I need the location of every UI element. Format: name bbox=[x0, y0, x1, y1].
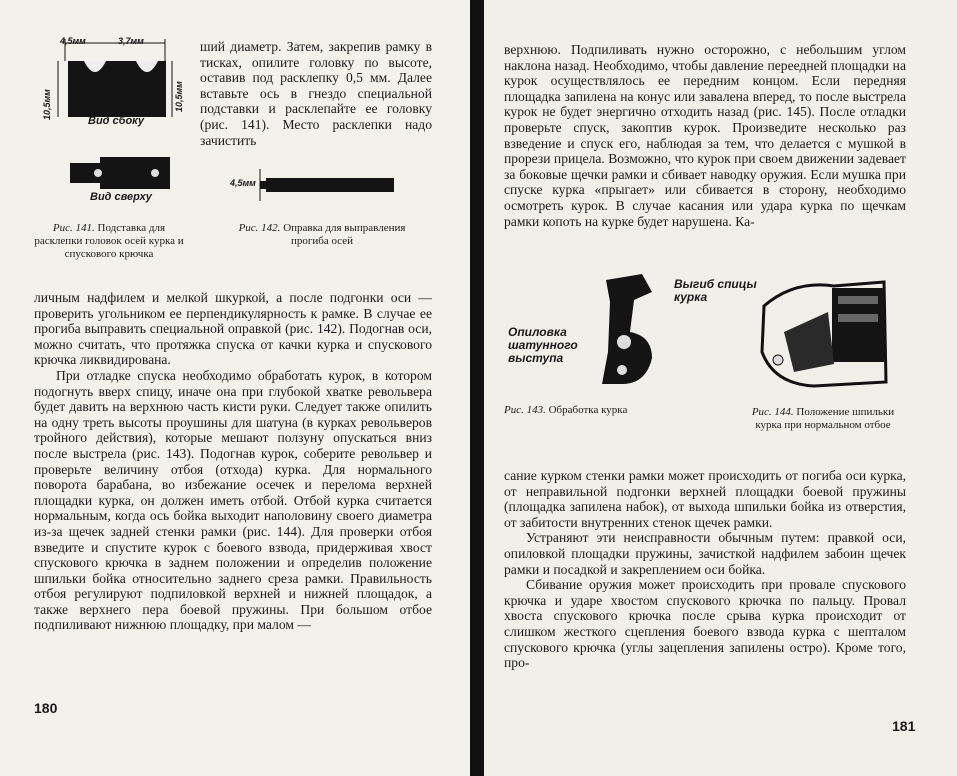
right-top-paragraph: верхнюю. Подпиливать нужно осторожно, с небольшим углом наклона назад. Необходимо, чтобы давление переедней площадки на курок осуществлялось ее передним концом. Если передняя площадка запилена на конус или завалена вперед, то после выстрела курок не будет энергично отходить назад (рис. 145). После отладки проверьте спуск, закоптив курок. Произведите несколько раз взведение и спуск его, наблюдая за тем, что делается с мушкой в прорези прицела. Возможно, что курок при своем движении задевает за боковые щечки рамки и сбивает наводку оружия. Если мушка при спуске курка «прыгает» или сбивается в сторону, необходимо осмотреть курок. В случае касания или удара курка по щечкам рамки копоть на курке будет нарушена. Ка- bbox=[504, 42, 906, 229]
right-paragraph-1: сание курком стенки рамки может происходить от погиба оси курка, от неправильной подгонки верхней площадки боевой пружины (площадка запилена набок), от выхода шпильки бойка из отверстия, от забитости внутренних стенок щечек рамки. bbox=[504, 468, 906, 530]
fig143-caption bbox=[504, 404, 714, 417]
fig143-label-a: Выгиб спицы курка bbox=[674, 277, 757, 304]
left-paragraph-2: При отладке спуска необходимо обработать курок, в котором подогнуть вверх спицу, иначе она при глубокой хватке револьвера будет давить на верхнюю часть кисти руки. Следует также опилить на одну треть высоты проушины для шатуна (в курках револьверов тройного действия), которые мешают ползуну опускаться вниз после выстрела (рис. 143). Подогнав курок, соберите револьвер и проверьте величину отбоя (отхода) курка. Для нормального поворота барабана, во избежание осечек и перелома верхней площадки курка, он должен иметь отбой. Отбой курка считается нормальным, когда ось бойка выходит наполовину своего диаметра из-за щечек задней стенки рамки (рис. 144). Для проверки отбоя взведите и спустите курок с боевого взвода, придерживая хвост спускового крючка в заднем положении и определив положение шпильки бойка относительно заднего среза рамки. Правильность отбоя регулируют подпиловкой верхней и нижней площадок, а также верхнего пера боевой пружины. При большом отбое подпиливают нижнюю площадку, при малом — bbox=[34, 367, 432, 633]
fig143-caption-text: Обработка курка bbox=[548, 404, 628, 416]
right-paragraph-2: Устраняют эти неисправности обычным путем: правкой оси, опиловкой площадки пружины, зачисткой надфилем забоин щечек рамки и посадкой и закреплением оси бойка. bbox=[504, 530, 906, 577]
fig141-view-side: Вид сбоку bbox=[88, 115, 144, 127]
right-paragraph-3: Сбивание оружия может происходить при провале спускового крючка и ударе хвостом спускового крючка по пальцу. Провал хвоста спускового крючка после срыва курка происходит от слишком жесткого сцепления боевого взвода курка с шепталом спускового крючка (углы зацепления запилены остро). Кроме того, про- bbox=[504, 577, 906, 671]
fig141-dim-b: 3,7мм bbox=[118, 36, 144, 46]
left-page-number: 180 bbox=[34, 700, 58, 716]
fig143-caption-num: Рис. 143. bbox=[504, 404, 546, 416]
fig143-label-b: Опиловка шатунного выступа bbox=[508, 325, 578, 365]
fig144-drawing bbox=[754, 272, 894, 397]
fig144-caption bbox=[744, 406, 902, 432]
right-body bbox=[504, 468, 906, 671]
right-page bbox=[484, 0, 957, 776]
fig141-view-top: Вид сверху bbox=[90, 191, 152, 203]
right-page-number: 181 bbox=[892, 718, 916, 734]
fig141-dim-c: 10,5мм bbox=[42, 89, 52, 120]
left-top-paragraph: ший диаметр. Затем, закрепив рамку в тисках, опилите головку по высоте, оставив под расклепку 0,5 мм. Далее вставьте ось в гнездо специальной подставки и расклепайте ее головку (рис. 141). Место расклепки надо зачистить bbox=[200, 39, 432, 148]
fig141-caption-text: Подставка для расклепки головок осей курка и спускового крючка bbox=[34, 222, 184, 260]
fig144-caption-text: Положение шпильки курка при нормальном отбое bbox=[755, 406, 895, 431]
fig142-caption-text: Оправка для выправления прогиба осей bbox=[283, 222, 406, 247]
left-paragraph-1: личным надфилем и мелкой шкуркой, а после подгонки оси — проверить угольником ее перпендикулярность к рамке. В случае ее прогиба выправить специальной оправкой (рис. 142). Подогнав оси, можно считать, что протяжка спуска от качки курка и спускового крючка ликвидирована. bbox=[34, 290, 432, 368]
fig142-dim: 4,5мм bbox=[230, 178, 256, 188]
fig142-caption bbox=[234, 222, 410, 248]
book-spine bbox=[470, 0, 484, 776]
fig143-drawing bbox=[594, 272, 674, 392]
fig144-caption-num: Рис. 144. bbox=[751, 406, 794, 418]
fig141-dim-a: 4,5мм bbox=[60, 36, 86, 46]
fig141-caption bbox=[34, 222, 184, 261]
left-page bbox=[0, 0, 470, 776]
fig142-caption-num: Рис. 142. bbox=[238, 222, 281, 234]
fig141-caption-num: Рис. 141. bbox=[52, 222, 95, 234]
fig141-dim-d: 10,5мм bbox=[174, 81, 184, 112]
left-body bbox=[34, 290, 432, 633]
